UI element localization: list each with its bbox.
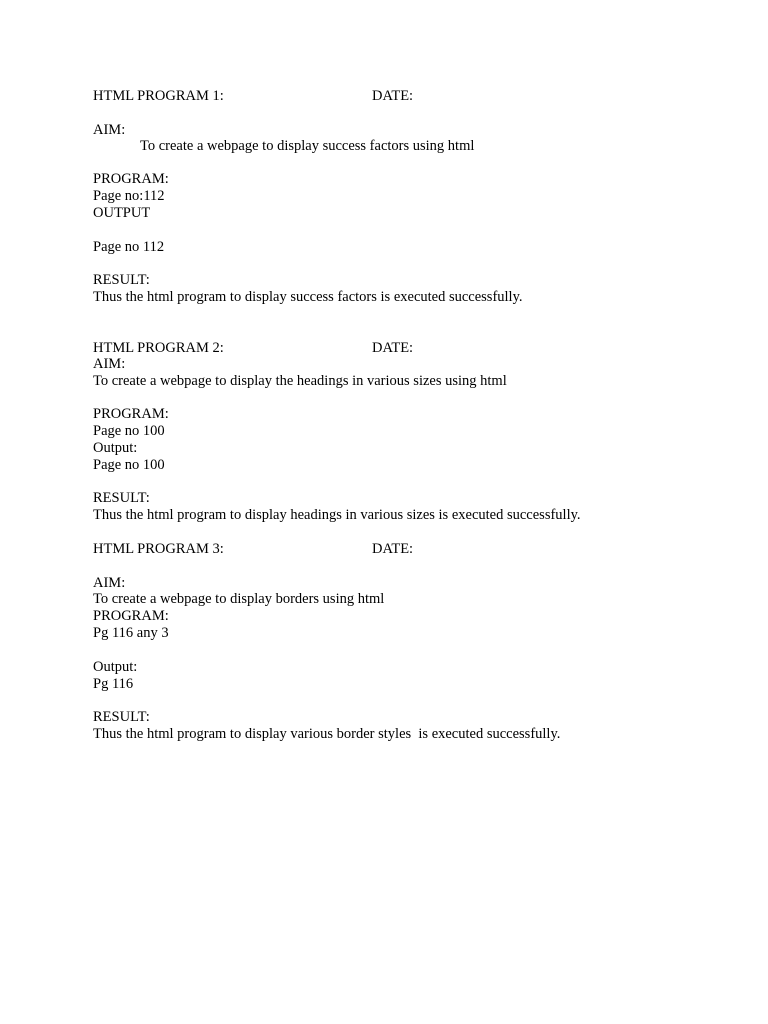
program-3-output-label: Output:: [93, 659, 138, 675]
program-1-date-label: DATE:: [372, 88, 414, 104]
program-3-output-ref: Pg 116: [93, 676, 134, 692]
program-3-date-label: DATE:: [372, 541, 414, 557]
program-1-result-label: RESULT:: [93, 272, 150, 288]
program-3-program-label: PROGRAM:: [93, 608, 169, 624]
program-3-program-ref: Pg 116 any 3: [93, 625, 169, 641]
program-1-output-ref: Page no 112: [93, 239, 165, 255]
program-2-result-label: RESULT:: [93, 490, 150, 506]
program-2-program-label: PROGRAM:: [93, 406, 169, 422]
program-1-output-label: OUTPUT: [93, 205, 151, 221]
program-3-heading: HTML PROGRAM 3:: [93, 541, 224, 557]
program-2-aim-label: AIM:: [93, 356, 126, 372]
program-3-result-label: RESULT:: [93, 709, 150, 725]
program-3-result-text: Thus the html program to display various border styles is executed successfully.: [93, 726, 561, 742]
program-3-aim-text: To create a webpage to display borders using html: [93, 591, 385, 607]
program-1-heading: HTML PROGRAM 1:: [93, 88, 224, 104]
program-2-aim-text: To create a webpage to display the headings in various sizes using html: [93, 373, 507, 389]
program-1-aim-text: To create a webpage to display success factors using html: [140, 138, 475, 154]
program-1-aim-label: AIM:: [93, 122, 126, 138]
program-2-output-label: Output:: [93, 440, 138, 456]
program-2-program-ref: Page no 100: [93, 423, 165, 439]
program-2-result-text: Thus the html program to display headings in various sizes is executed successfully.: [93, 507, 581, 523]
program-3-aim-label: AIM:: [93, 575, 126, 591]
program-1-result-text: Thus the html program to display success factors is executed successfully.: [93, 289, 523, 305]
program-2-output-ref: Page no 100: [93, 457, 165, 473]
program-1-program-ref: Page no:112: [93, 188, 165, 204]
program-2-heading: HTML PROGRAM 2:: [93, 340, 224, 356]
program-2-date-label: DATE:: [372, 340, 414, 356]
program-1-program-label: PROGRAM:: [93, 171, 169, 187]
